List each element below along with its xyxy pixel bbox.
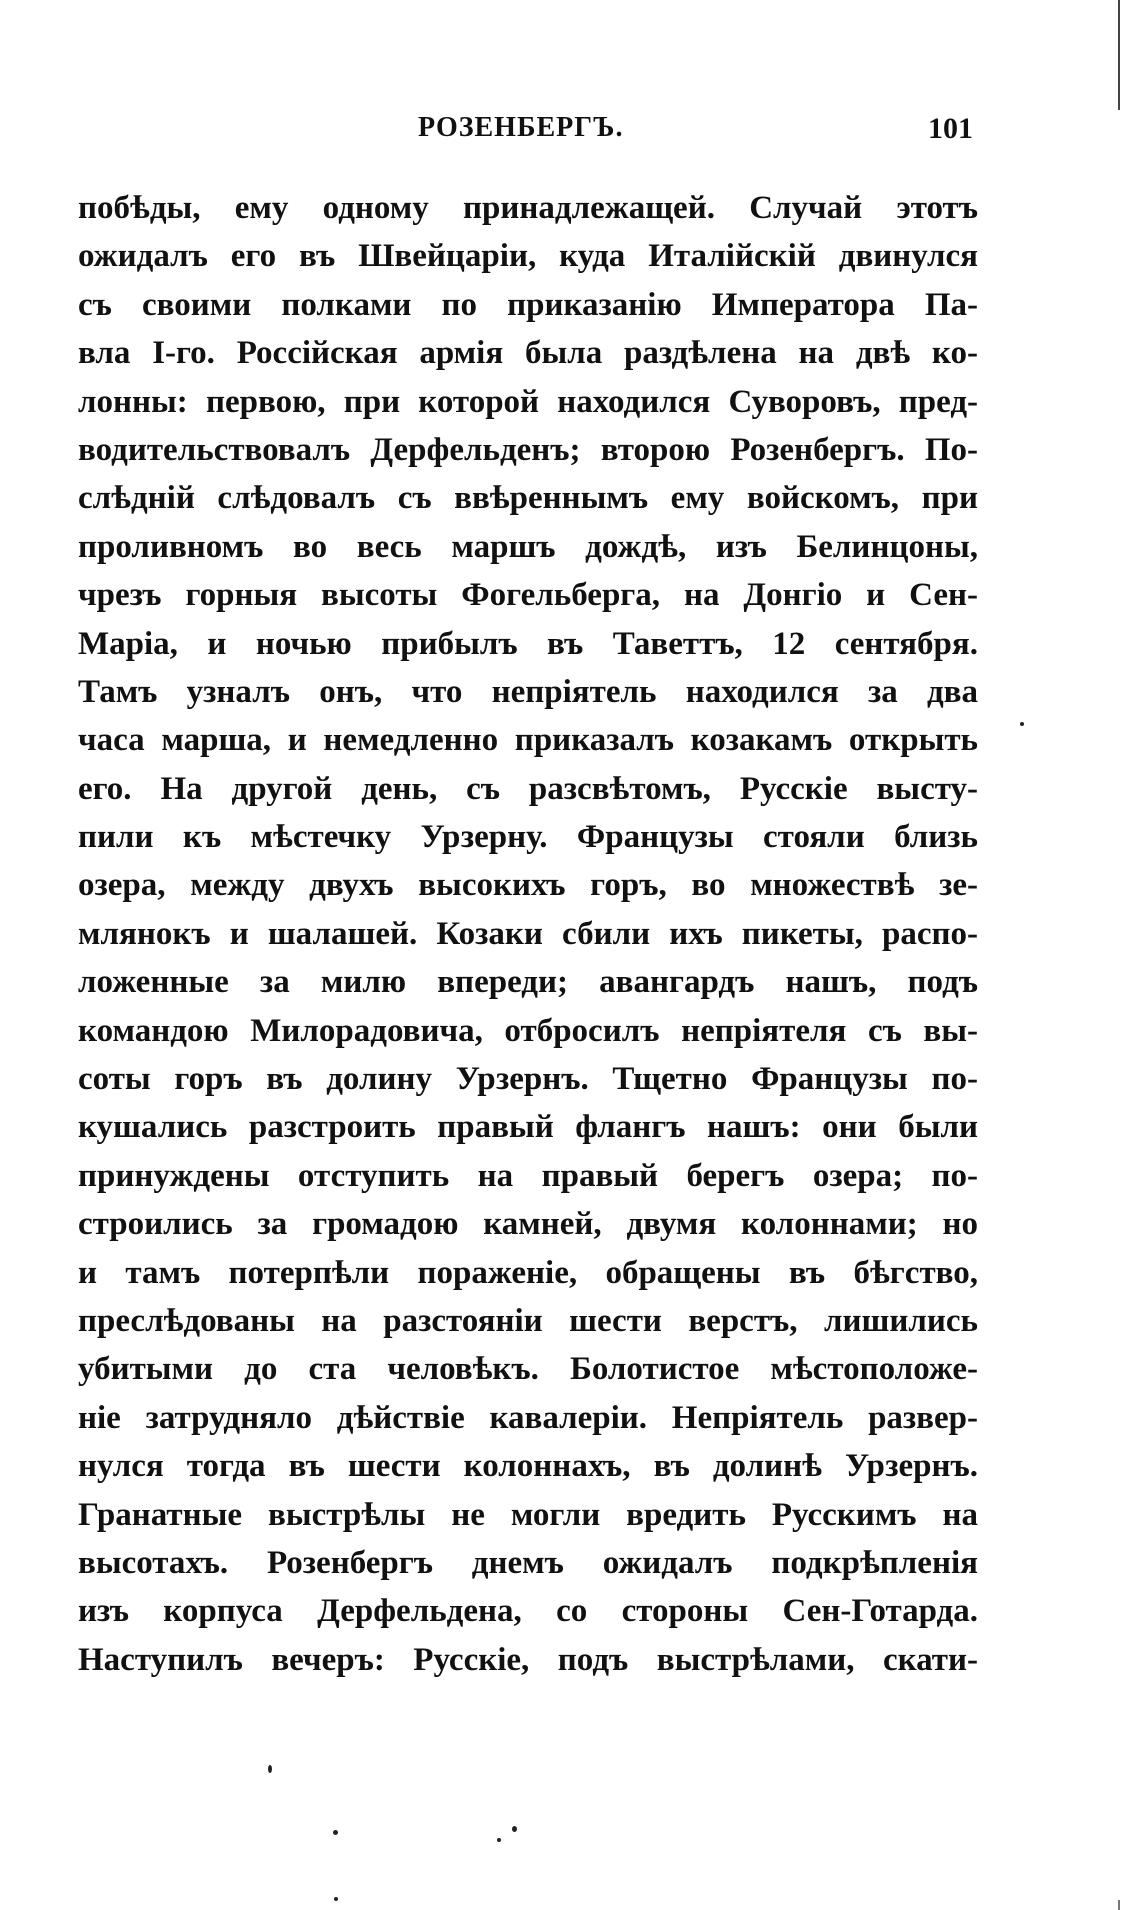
text-line: и тамъ потерпѣли пораженіе, обращены въ бѣгство,: [78, 1254, 978, 1291]
scan-speck: [512, 1826, 517, 1832]
text-line: Тамъ узналъ онъ, что непріятель находился за два: [78, 673, 978, 710]
page-header: [78, 112, 973, 152]
text-line: принуждены отступить на правый берегъ озера; по-: [78, 1157, 978, 1194]
text-line: строились за громадою камней, двумя колоннами; но: [78, 1206, 978, 1243]
scan-speck: [497, 1838, 501, 1842]
text-line: кушались разстроить правый флангъ нашъ: они были: [78, 1109, 978, 1146]
text-line: командою Милорадовича, отбросилъ непріятеля съ вы-: [78, 1012, 978, 1049]
text-line: преслѣдованы на разстояніи шести верстъ, лишились: [78, 1302, 978, 1339]
text-line: вла I-го. Россійская армія была раздѣлена на двѣ ко-: [78, 335, 978, 372]
page-number: 101: [928, 112, 973, 145]
page-edge-line-bottom: [1118, 1900, 1120, 1910]
body-text: [78, 184, 978, 1684]
text-line: ложенные за милю впереди; авангардъ нашъ, подъ: [78, 964, 978, 1001]
text-line: побѣды, ему одному принадлежащей. Случай этотъ: [78, 190, 978, 226]
text-line: чрезъ горныя высоты Фогельберга, на Донгіо и Сен-: [78, 577, 978, 614]
page-edge-line: [1118, 0, 1120, 110]
text-line: лонны: первою, при которой находился Суворовъ, пред-: [78, 383, 978, 420]
text-line: Наступилъ вечеръ: Русскіе, подъ выстрѣлами, скати-: [78, 1641, 978, 1678]
text-line: слѣдній слѣдовалъ съ ввѣреннымъ ему войскомъ, при: [78, 480, 978, 517]
scan-speck: [334, 1897, 338, 1901]
scan-speck: [268, 1765, 272, 1773]
text-line: соты горъ въ долину Урзернъ. Тщетно Французы по-: [78, 1061, 978, 1098]
text-line: его. На другой день, съ разсвѣтомъ, Русскіе высту-: [78, 770, 978, 807]
text-line: ожидалъ его въ Швейцаріи, куда Италійскій двинулся: [78, 238, 978, 275]
text-line: высотахъ. Розенбергъ днемъ ожидалъ подкрѣпленія: [78, 1544, 978, 1581]
text-line: ніе затрудняло дѣйствіе кавалеріи. Непріятель развер-: [78, 1399, 978, 1436]
text-line: проливномъ во весь маршъ дождѣ, изъ Белинцоны,: [78, 528, 978, 565]
text-line: пили къ мѣстечку Урзерну. Французы стояли близь: [78, 819, 978, 856]
text-line: нулся тогда въ шести колоннахъ, въ долинѣ Урзернъ.: [78, 1448, 978, 1485]
text-line: водительствовалъ Дерфельденъ; второю Розенбергъ. По-: [78, 431, 978, 468]
scan-speck: [333, 1830, 338, 1835]
text-line: млянокъ и шалашей. Козаки сбили ихъ пикеты, распо-: [78, 915, 978, 952]
text-line: часа марша, и немедленно приказалъ козакамъ открыть: [78, 722, 978, 759]
text-line: убитыми до ста человѣкъ. Болотистое мѣстоположе-: [78, 1351, 978, 1388]
scan-speck: [1020, 722, 1024, 726]
text-line: озера, между двухъ высокихъ горъ, во множествѣ зе-: [78, 867, 978, 904]
text-line: Маріа, и ночью прибылъ въ Таветтъ, 12 сентября.: [78, 625, 978, 662]
running-title: РОЗЕНБЕРГЪ.: [418, 112, 624, 143]
text-line: Гранатные выстрѣлы не могли вредить Русскимъ на: [78, 1496, 978, 1533]
text-line: съ своими полками по приказанію Императора Па-: [78, 286, 978, 323]
text-line: изъ корпуса Дерфельдена, со стороны Сен-Готарда.: [78, 1593, 978, 1630]
